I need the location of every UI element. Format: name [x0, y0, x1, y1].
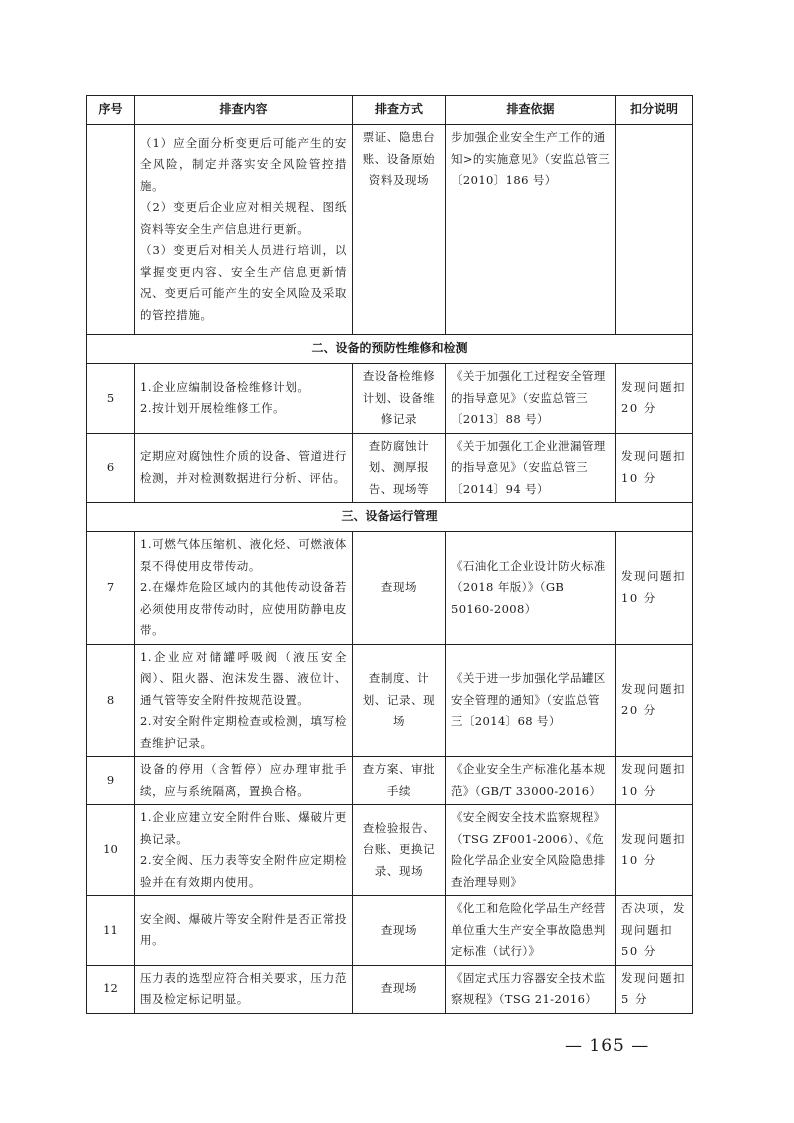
row-serial: 8 — [87, 644, 135, 757]
header-basis: 排查依据 — [446, 96, 616, 125]
row-method: 查设备检维修计划、设备维修记录 — [353, 364, 446, 434]
row-basis: 步加强企业安全生产工作的通知>的实施意见》（安监总管三〔2010〕186 号） — [446, 125, 616, 335]
row-basis: 《关于进一步加强化学品罐区安全管理的通知》（安监总管三〔2014〕68 号） — [446, 644, 616, 757]
content-line: （2）变更后企业应对相关规程、图纸资料等安全生产信息进行更新。 — [140, 200, 347, 236]
row-deduction — [616, 125, 693, 335]
row-content — [135, 757, 353, 805]
row-serial: 5 — [87, 364, 135, 434]
table-row — [87, 896, 693, 966]
row-serial — [87, 125, 135, 335]
table-row — [87, 532, 693, 645]
row-deduction: 发现问题扣 20 分 — [616, 644, 693, 757]
content-line: 2.对安全附件定期检查或检测，填写检查维护记录。 — [140, 714, 347, 750]
content-line: 设备的停用（含暂停）应办理审批手续，应与系统隔离，置换合格。 — [140, 762, 347, 798]
row-method: 查现场 — [353, 965, 446, 1013]
row-basis: 《关于加强化工过程安全管理的指导意见》（安监总管三〔2013〕88 号） — [446, 364, 616, 434]
table-row — [87, 125, 693, 335]
row-content — [135, 532, 353, 645]
table-row — [87, 364, 693, 434]
row-deduction: 发现问题扣 5 分 — [616, 965, 693, 1013]
row-method: 查防腐蚀计划、测厚报告、现场等 — [353, 433, 446, 503]
content-line: 1.企业应对储罐呼吸阀（液压安全阀）、阻火器、泡沫发生器、液位计、通气管等安全附件按规范设置。 — [140, 649, 347, 707]
content-line: 1.可燃气体压缩机、液化烃、可燃液体泵不得使用皮带传动。 — [140, 537, 347, 573]
row-content — [135, 433, 353, 503]
row-serial: 11 — [87, 896, 135, 966]
row-content — [135, 364, 353, 434]
content-line: 压力表的选型应符合相关要求，压力范围及检定标记明显。 — [140, 970, 347, 1006]
table-row — [87, 757, 693, 805]
row-deduction: 发现问题扣 10 分 — [616, 433, 693, 503]
row-basis: 《关于加强化工企业泄漏管理的指导意见》（安监总管三〔2014〕94 号） — [446, 433, 616, 503]
row-method: 查现场 — [353, 896, 446, 966]
row-serial: 10 — [87, 805, 135, 896]
row-basis: 《安全阀安全技术监察规程》（TSG ZF001-2006）、《危险化学品企业安全风险隐患排查治理导则》 — [446, 805, 616, 896]
section-heading-maintenance: 二、设备的预防性维修和检测 — [87, 335, 693, 364]
row-deduction: 发现问题扣 10 分 — [616, 532, 693, 645]
section-row — [87, 335, 693, 364]
row-basis: 《企业安全生产标准化基本规范》（GB/T 33000-2016） — [446, 757, 616, 805]
row-method: 票证、隐患台账、设备原始资料及现场 — [353, 125, 446, 335]
table-row — [87, 805, 693, 896]
row-content — [135, 644, 353, 757]
section-heading-operation: 三、设备运行管理 — [87, 503, 693, 532]
row-deduction: 否决项，发现问题扣 50 分 — [616, 896, 693, 966]
header-serial: 序号 — [87, 96, 135, 125]
content-line: 1.企业应建立安全附件台账、爆破片更换记录。 — [140, 810, 347, 846]
content-line: （3）变更后对相关人员进行培训，以掌握变更内容、安全生产信息更新情况、变更后可能产生的安全风险及采取的管控措施。 — [140, 243, 347, 322]
inspection-table — [86, 95, 693, 1014]
row-basis: 《石油化工企业设计防火标准（2018 年版）》（GB 50160-2008） — [446, 532, 616, 645]
row-method: 查检验报告、台账、更换记录、现场 — [353, 805, 446, 896]
row-basis: 《化工和危险化学品生产经营单位重大生产安全事故隐患判定标准（试行）》 — [446, 896, 616, 966]
row-content — [135, 805, 353, 896]
section-row — [87, 503, 693, 532]
row-method: 查现场 — [353, 532, 446, 645]
header-deduction: 扣分说明 — [616, 96, 693, 125]
content-line: 2.按计划开展检维修工作。 — [140, 401, 286, 416]
table-row — [87, 644, 693, 757]
row-serial: 9 — [87, 757, 135, 805]
page-number: — 165 — — [565, 1036, 650, 1056]
header-content: 排查内容 — [135, 96, 353, 125]
row-content — [135, 125, 353, 335]
content-line: 2.安全阀、压力表等安全附件应定期检验并在有效期内使用。 — [140, 853, 347, 889]
content-line: （1）应全面分析变更后可能产生的安全风险，制定并落实安全风险管控措施。 — [140, 135, 347, 193]
row-deduction: 发现问题扣 10 分 — [616, 757, 693, 805]
row-basis: 《固定式压力容器安全技术监察规程》（TSG 21-2016） — [446, 965, 616, 1013]
content-line: 安全阀、爆破片等安全附件是否正常投用。 — [140, 911, 347, 948]
row-serial: 12 — [87, 965, 135, 1013]
row-serial: 7 — [87, 532, 135, 645]
table-row — [87, 965, 693, 1013]
row-deduction: 发现问题扣 10 分 — [616, 805, 693, 896]
row-method: 查方案、审批手续 — [353, 757, 446, 805]
row-content — [135, 965, 353, 1013]
row-serial: 6 — [87, 433, 135, 503]
table-row — [87, 433, 693, 503]
content-line: 1.企业应编制设备检维修计划。 — [140, 379, 310, 394]
header-method: 排查方式 — [353, 96, 446, 125]
content-line: 2.在爆炸危险区域内的其他传动设备若必须使用皮带传动时，应使用防静电皮带。 — [140, 580, 347, 637]
row-method: 查制度、计划、记录、现场 — [353, 644, 446, 757]
row-deduction: 发现问题扣 20 分 — [616, 364, 693, 434]
table-header-row — [87, 96, 693, 125]
content-line: 定期应对腐蚀性介质的设备、管道进行检测，并对检测数据进行分析、评估。 — [140, 449, 347, 485]
row-content — [135, 896, 353, 966]
